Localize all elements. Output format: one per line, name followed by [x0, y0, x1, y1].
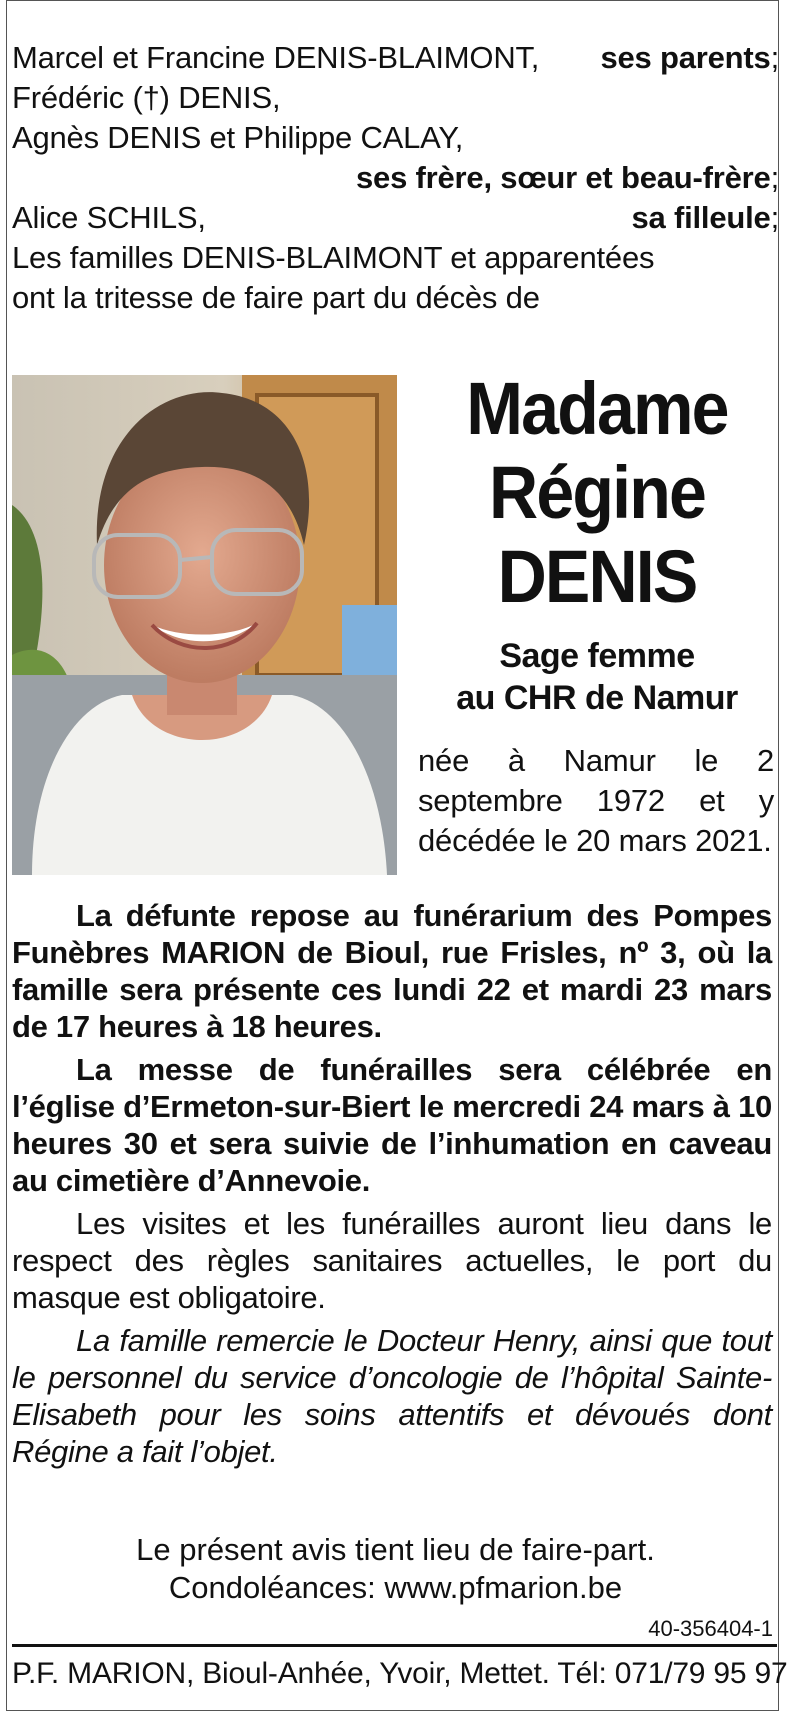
family-member: Marcel et Francine DENIS-BLAIMONT,: [12, 40, 540, 75]
relation-label: ses parents;: [600, 40, 779, 75]
birth-death-text: née à Namur le 2 septembre 1972 et y décédée le 20 mars 2021.: [418, 743, 774, 858]
family-list: [12, 38, 779, 318]
funeral-home-footer: P.F. MARION, Bioul-Anhée, Yvoir, Mettet. Tél: 071/79 95 97: [12, 1657, 788, 1690]
first-name: Régine: [489, 451, 705, 534]
family-row: [12, 118, 779, 158]
reference-number: 40-356404-1: [648, 1616, 773, 1641]
profession-line-1: Sage femme: [499, 637, 695, 675]
notice-line-1: Le présent avis tient lieu de faire-part.: [136, 1532, 655, 1567]
family-member: Agnès DENIS et Philippe CALAY,: [12, 120, 464, 155]
thanks-paragraph: La famille remercie le Docteur Henry, ainsi que tout le personnel du service d’oncologie de l’hôpital Sainte-Elisabeth pour les soins attentifs et dévoués dont Régine a fait l’objet.: [12, 1323, 772, 1469]
family-member: Alice SCHILS,: [12, 200, 206, 235]
portrait-illustration: [12, 375, 397, 875]
announcement-text: ont la tritesse de faire part du décès de: [12, 280, 540, 315]
portrait-photo: [12, 375, 397, 875]
family-row: [12, 278, 779, 318]
announcement-text: Les familles DENIS-BLAIMONT et apparentées: [12, 240, 655, 275]
profession-line-2: au CHR de Namur: [456, 679, 738, 717]
sanitary-paragraph: Les visites et les funérailles auront lieu dans le respect des règles sanitaires actuelles, le port du masque est obligatoire.: [12, 1206, 772, 1315]
family-row: [12, 198, 779, 238]
family-row: [12, 238, 779, 278]
mass-paragraph: La messe de funérailles sera célébrée en l’église d’Ermeton-sur-Biert le mercredi 24 mars à 10 heures 30 et sera suivie de l’inhumation en caveau au cimetière d’Annevoie.: [12, 1052, 772, 1198]
footer-divider: [12, 1644, 777, 1647]
relation-label: sa filleule;: [631, 200, 779, 235]
obituary-body: [12, 897, 772, 1470]
family-member: Frédéric (†) DENIS,: [12, 80, 281, 115]
condolences-line: Condoléances: www.pfmarion.be: [168, 1570, 623, 1605]
family-row: [12, 78, 779, 118]
family-row: [12, 158, 779, 198]
last-name: DENIS: [497, 535, 697, 618]
family-row: [12, 38, 779, 78]
honorific: Madame: [466, 367, 728, 450]
relation-label: ses frère, sœur et beau-frère;: [355, 160, 779, 195]
funerarium-paragraph: La défunte repose au funérarium des Pompes Funèbres MARION de Bioul, rue Frisles, nº 3, où la famille sera présente ces lundi 22 et mardi 23 mars de 17 heures à 18 heures.: [12, 898, 772, 1044]
